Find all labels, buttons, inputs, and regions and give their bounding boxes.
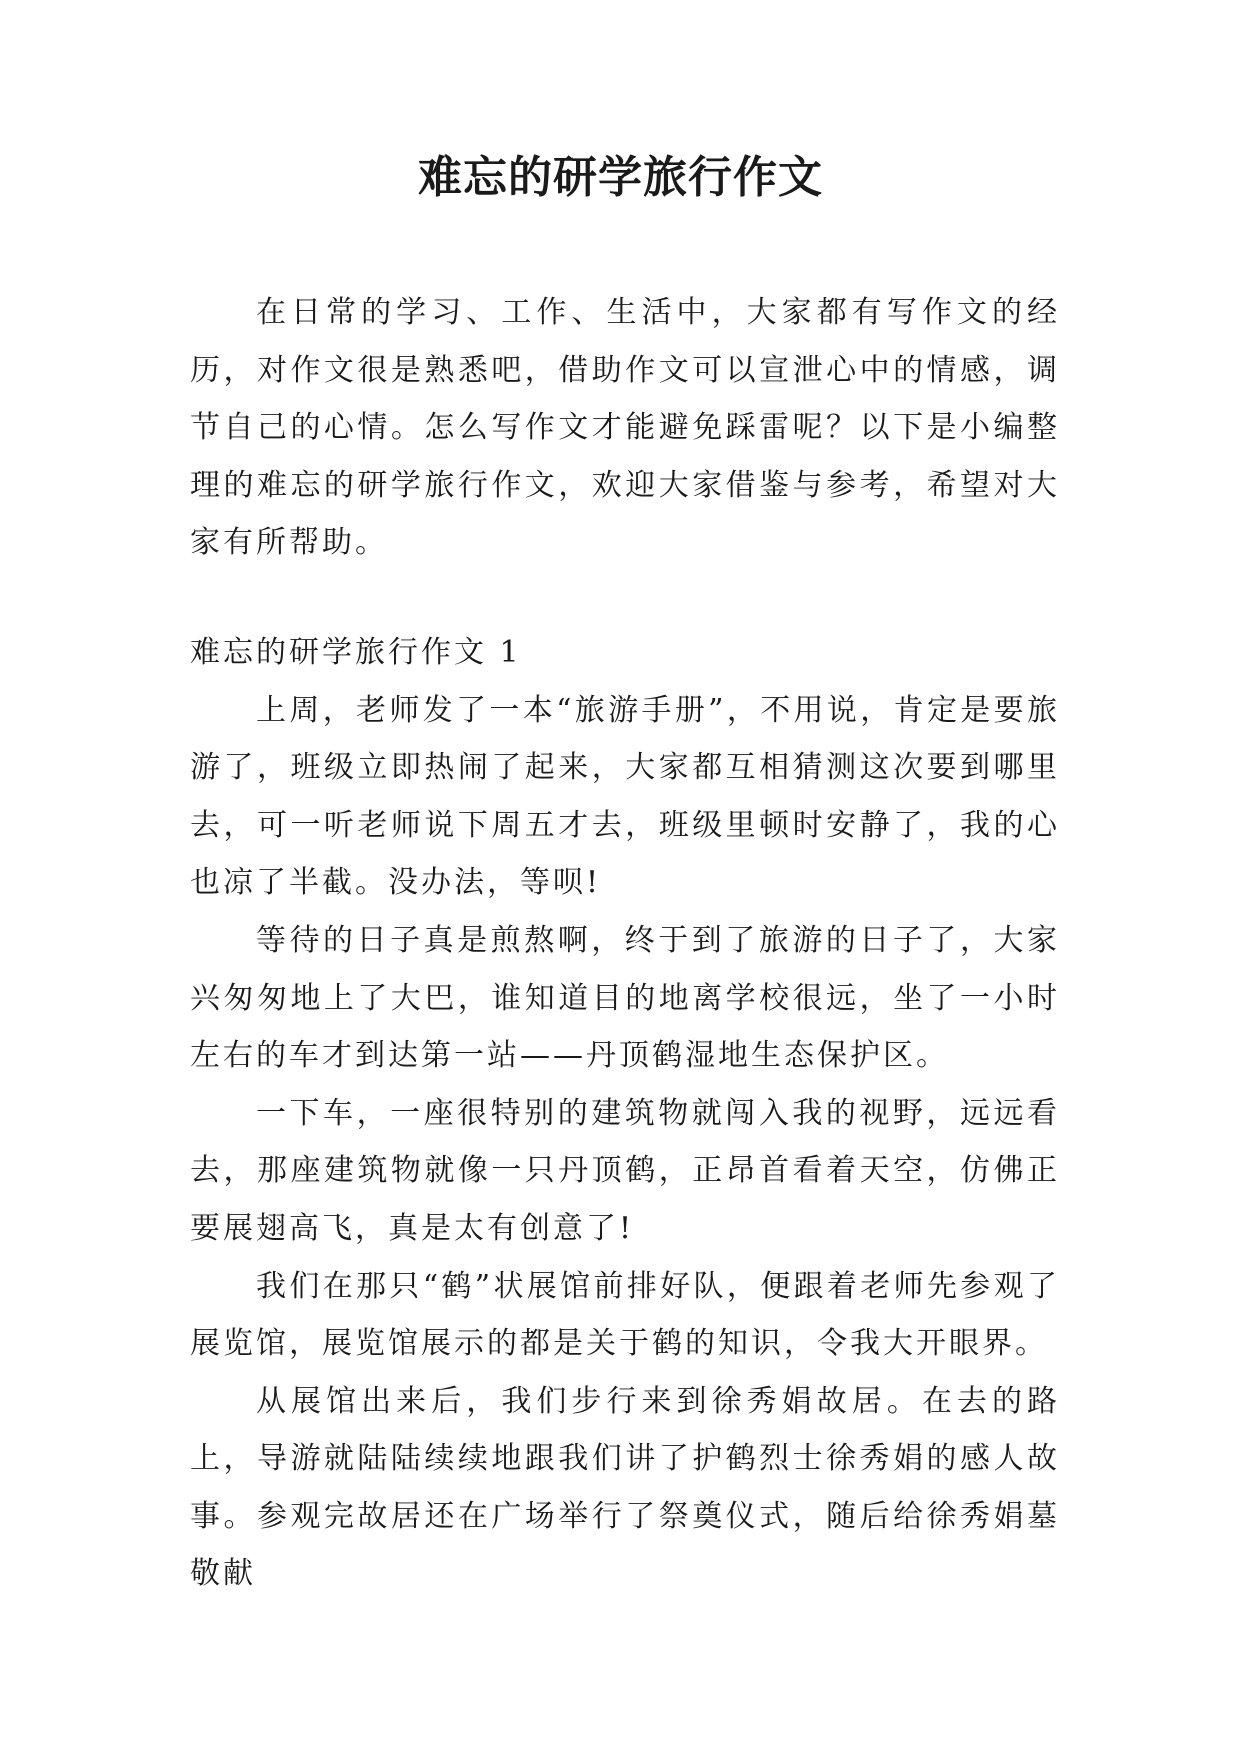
document-title: 难忘的研学旅行作文 bbox=[418, 152, 823, 203]
document-body bbox=[190, 284, 1060, 1603]
body-paragraph: 从展馆出来后，我们步行来到徐秀娟故居。在去的路上，导游就陆陆续续地跟我们讲了护鹤烈士徐秀娟的感人故事。参观完故居还在广场举行了祭奠仪式，随后给徐秀娟墓敬献 bbox=[190, 1383, 1060, 1592]
body-paragraph: 等待的日子真是煎熬啊，终于到了旅游的日子了，大家兴匆匆地上了大巴，谁知道目的地离学校很远，坐了一小时左右的车才到达第一站——丹顶鹤湿地生态保护区。 bbox=[190, 922, 1060, 1074]
intro-paragraph: 在日常的学习、工作、生活中，大家都有写作文的经历，对作文很是熟悉吧，借助作文可以宣泄心中的情感，调节自己的心情。怎么写作文才能避免踩雷呢？以下是小编整理的难忘的研学旅行作文，欢迎大家借鉴与参考，希望对大家有所帮助。 bbox=[190, 295, 1060, 561]
body-paragraph: 一下车，一座很特别的建筑物就闯入我的视野，远远看去，那座建筑物就像一只丹顶鹤，正昂首看着天空，仿佛正要展翅高飞，真是太有创意了! bbox=[190, 1095, 1060, 1246]
body-paragraph: 我们在那只“鹤”状展馆前排好队，便跟着老师先参观了展览馆，展览馆展示的都是关于鹤的知识，令我大开眼界。 bbox=[190, 1268, 1060, 1362]
section-heading: 难忘的研学旅行作文 1 bbox=[190, 634, 522, 670]
body-paragraph: 上周，老师发了一本“旅游手册”，不用说，肯定是要旅游了，班级立即热闹了起来，大家都互相猜测这次要到哪里去，可一听老师说下周五才去，班级里顿时安静了，我的心也凉了半截。没办法，等呗! bbox=[190, 692, 1060, 901]
